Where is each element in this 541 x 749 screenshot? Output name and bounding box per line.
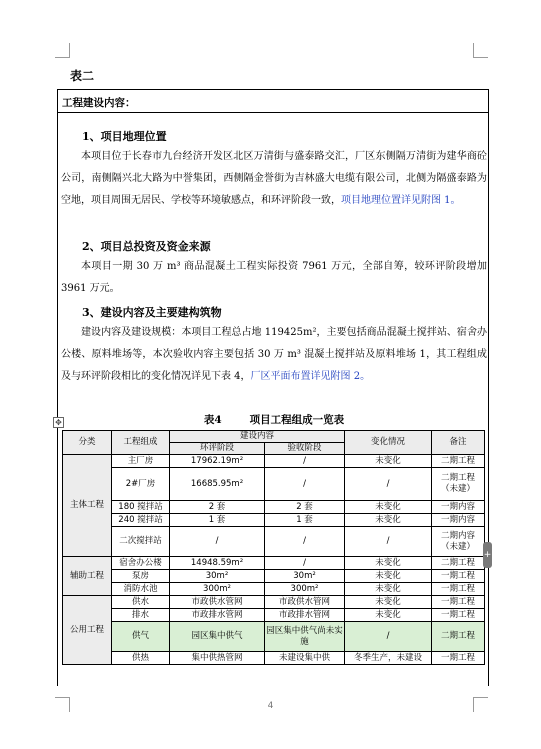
acceptance-cell: / <box>265 527 345 557</box>
project-composition-table <box>62 430 485 665</box>
header-component: 工程组成 <box>112 431 170 455</box>
component-cell: 240 搅拌站 <box>112 514 170 527</box>
crop-mark-top-right <box>473 43 488 58</box>
content-box <box>57 89 489 686</box>
eia-cell: 集中供热管网 <box>170 652 265 665</box>
remark-cell: 一期工程 <box>432 609 485 622</box>
table-row <box>63 468 485 501</box>
table-row <box>63 514 485 527</box>
remark-cell: 二期内容（未建） <box>432 527 485 557</box>
acceptance-cell: 市政供水管网 <box>265 596 345 609</box>
change-cell: 未变化 <box>345 501 432 514</box>
header-eia: 环评阶段 <box>170 443 265 455</box>
table-row <box>63 501 485 514</box>
header-content: 建设内容 <box>170 431 345 443</box>
header-category: 分类 <box>63 431 112 455</box>
box-title-divider <box>58 112 488 113</box>
component-cell: 供热 <box>112 652 170 665</box>
change-cell: / <box>345 468 432 501</box>
eia-cell: 市政供水管网 <box>170 596 265 609</box>
category-cell: 主体工程 <box>63 455 112 557</box>
component-cell: 180 搅拌站 <box>112 501 170 514</box>
table-row <box>63 570 485 583</box>
expand-tab-icon[interactable]: + <box>483 542 492 568</box>
remark-cell: 一期工程 <box>432 596 485 609</box>
section-table-label: 表二 <box>70 69 95 83</box>
change-cell: 冬季生产，未建设 <box>345 652 432 665</box>
acceptance-cell: / <box>265 468 345 501</box>
remark-cell: 一期工程 <box>432 583 485 596</box>
table-row <box>63 583 485 596</box>
acceptance-cell: / <box>265 557 345 570</box>
table-row <box>63 609 485 622</box>
remark-cell: 二期工程 <box>432 622 485 652</box>
acceptance-cell: 30m² <box>265 570 345 583</box>
eia-cell: 300m² <box>170 583 265 596</box>
acceptance-cell: 市政排水管网 <box>265 609 345 622</box>
crop-mark-top-left <box>55 43 70 58</box>
component-cell: 二次搅拌站 <box>112 527 170 557</box>
table-caption-title: 项目工程组成一览表 <box>249 414 345 426</box>
acceptance-cell: 300m² <box>265 583 345 596</box>
change-cell: / <box>345 527 432 557</box>
table-move-handle-icon[interactable]: ✥ <box>53 417 64 428</box>
eia-cell: 30m² <box>170 570 265 583</box>
header-change: 变化情况 <box>345 431 432 455</box>
location-text: 本项目位于长春市九台经济开发区北区万清街与盛泰路交汇，厂区东侧隔万清街为建华商砼公司，南侧隔兴北大路为中誉集团，西侧隔金誉街为吉林盛大电缆有限公司，北侧为隔盛泰路为空地，项目周围无居民、学校等环境敏感点，和环评阶段一致， <box>61 151 487 206</box>
change-cell: 未变化 <box>345 596 432 609</box>
component-cell: 泵房 <box>112 570 170 583</box>
table-row-highlighted <box>63 622 485 652</box>
paragraph-construction <box>61 322 487 388</box>
change-cell: 未变化 <box>345 455 432 468</box>
change-cell: 未变化 <box>345 570 432 583</box>
component-cell: 供水 <box>112 596 170 609</box>
component-cell: 主厂房 <box>112 455 170 468</box>
table-caption-number: 表4 <box>203 414 222 426</box>
eia-cell: 市政排水管网 <box>170 609 265 622</box>
acceptance-cell: 园区集中供气尚未实施 <box>265 622 345 652</box>
paragraph-investment: 本项目一期 30 万 m³ 商品混凝土工程实际投资 7961 万元，全部自筹，较环评阶段增加 3961 万元。 <box>61 261 487 294</box>
acceptance-cell: 1 套 <box>265 514 345 527</box>
component-cell: 消防水池 <box>112 583 170 596</box>
location-figure-link[interactable]: 项目地理位置详见附图 1。 <box>341 195 461 206</box>
acceptance-cell: 2 套 <box>265 501 345 514</box>
eia-cell: 16685.95m² <box>170 468 265 501</box>
eia-cell: / <box>170 527 265 557</box>
table-row <box>63 527 485 557</box>
page-number: 4 <box>267 701 274 711</box>
remark-cell: 二期工程 <box>432 455 485 468</box>
box-title: 工程建设内容： <box>62 97 136 109</box>
component-cell: 供气 <box>112 622 170 652</box>
change-cell: 未变化 <box>345 557 432 570</box>
acceptance-cell: 未建设集中供 <box>265 652 345 665</box>
construction-text: 建设内容及建设规模：本项目工程总占地 119425m²，主要包括商品混凝土搅拌站、宿舍办公楼、原料堆场等，本次验收内容主要包括 30 万 m³ 混凝土搅拌站及原料堆场 1，其工程组成及与环评阶段相比的变化情况详见下表 4， <box>61 327 487 382</box>
heading-location: 1、项目地理位置 <box>82 130 167 143</box>
category-cell: 公用工程 <box>63 596 112 665</box>
paragraph-location <box>61 146 487 212</box>
header-remark: 备注 <box>432 431 485 455</box>
eia-cell: 2 套 <box>170 501 265 514</box>
acceptance-cell: / <box>265 455 345 468</box>
change-cell: / <box>345 622 432 652</box>
remark-cell: 二期工程 <box>432 557 485 570</box>
component-cell: 2#厂房 <box>112 468 170 501</box>
category-cell: 辅助工程 <box>63 557 112 596</box>
component-cell: 排水 <box>112 609 170 622</box>
remark-cell: 一期工程 <box>432 652 485 665</box>
eia-cell: 17962.19m² <box>170 455 265 468</box>
table-caption <box>58 412 490 427</box>
remark-cell: 二期工程（未建） <box>432 468 485 501</box>
eia-cell: 园区集中供气 <box>170 622 265 652</box>
remark-cell: 一期内容 <box>432 501 485 514</box>
table-row <box>63 455 485 468</box>
component-cell: 宿舍办公楼 <box>112 557 170 570</box>
layout-figure-link[interactable]: 厂区平面布置详见附图 2。 <box>250 371 371 382</box>
table-row <box>63 596 485 609</box>
heading-investment: 2、项目总投资及资金来源 <box>82 240 211 253</box>
remark-cell: 一期工程 <box>432 570 485 583</box>
change-cell: 未变化 <box>345 583 432 596</box>
change-cell: 未变化 <box>345 514 432 527</box>
header-acceptance: 验收阶段 <box>265 443 345 455</box>
heading-construction: 3、建设内容及主要建构筑物 <box>82 306 222 319</box>
table-row <box>63 557 485 570</box>
eia-cell: 1 套 <box>170 514 265 527</box>
remark-cell: 一期内容 <box>432 514 485 527</box>
eia-cell: 14948.59m² <box>170 557 265 570</box>
change-cell: 未变化 <box>345 609 432 622</box>
table-row <box>63 652 485 665</box>
